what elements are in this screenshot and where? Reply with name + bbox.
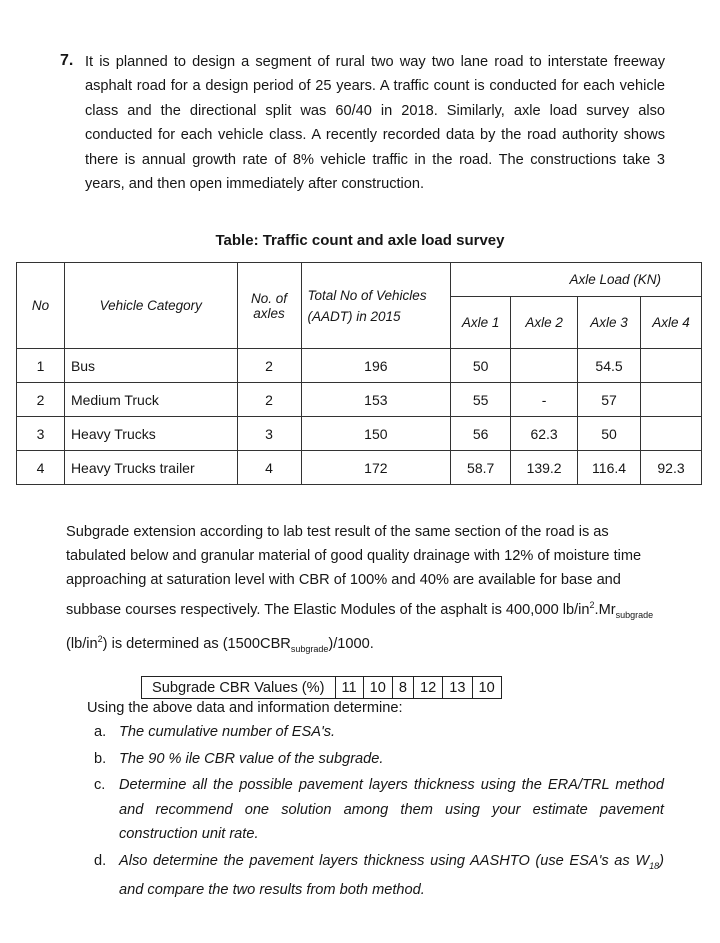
traffic-axle-table — [16, 262, 702, 485]
cell-total: 153 — [301, 383, 451, 417]
cell-axle-3: 57 — [578, 383, 641, 417]
cell-no: 2 — [17, 383, 65, 417]
cell-category: Heavy Trucks — [64, 417, 237, 451]
cell-axle-1: 50 — [451, 349, 511, 383]
cbr-value: 8 — [392, 677, 413, 699]
task-item-a: a. The cumulative number of ESA's. — [94, 724, 336, 740]
cell-axle-2: 139.2 — [511, 451, 578, 485]
table-row — [17, 417, 702, 451]
cbr-value: 11 — [335, 677, 363, 699]
subgrade-paragraph: Subgrade extension according to lab test result of the same section of the road is as tabulated below and granular material of good quality drainage with 12% of moisture time approaching at saturation level with CBR of 100% and 40% are available for base and subbase courses respectively. The Elastic Modules of the asphalt is 400,000 $lb/in^2.Mr_{subgrade}$ $(lb/in^2)$ is determined as $(1500CBR_{subgrade})/1000$. — [66, 524, 654, 654]
header-axle-4: Axle 4 — [641, 297, 702, 349]
cell-axle-4 — [641, 383, 702, 417]
header-axle-load: Axle Load (KN) — [451, 263, 702, 297]
cbr-value: 13 — [443, 677, 472, 699]
table-row — [17, 383, 702, 417]
cell-category: Bus — [64, 349, 237, 383]
header-axle-1: Axle 1 — [451, 297, 511, 349]
cell-no: 3 — [17, 417, 65, 451]
header-axle-2: Axle 2 — [511, 297, 578, 349]
cell-axle-4 — [641, 417, 702, 451]
cell-no: 4 — [17, 451, 65, 485]
question-number: 7. — [60, 52, 74, 69]
header-axle-3: Axle 3 — [578, 297, 641, 349]
cell-axles: 2 — [237, 383, 301, 417]
cbr-value: 12 — [414, 677, 443, 699]
cell-axles: 4 — [237, 451, 301, 485]
header-no: No — [17, 263, 65, 349]
table-row — [17, 451, 702, 485]
cell-axles: 3 — [237, 417, 301, 451]
cell-axle-3: 116.4 — [578, 451, 641, 485]
header-vehicle-category: Vehicle Category — [64, 263, 237, 349]
cell-axle-4 — [641, 349, 702, 383]
cell-axle-1: 56 — [451, 417, 511, 451]
cell-axle-3: 50 — [578, 417, 641, 451]
cbr-label: Subgrade CBR Values (%) — [142, 677, 336, 699]
table-row — [17, 349, 702, 383]
cell-category: Medium Truck — [64, 383, 237, 417]
cell-axle-1: 55 — [451, 383, 511, 417]
cell-total: 150 — [301, 417, 451, 451]
cell-axle-2 — [511, 349, 578, 383]
table-caption: Table: Traffic count and axle load survey — [215, 232, 505, 249]
cbr-value: 10 — [472, 677, 501, 699]
cell-axle-1: 58.7 — [451, 451, 511, 485]
header-total-vehicles: Total No of Vehicles (AADT) in 2015 — [301, 263, 451, 349]
question-intro: It is planned to design a segment of rural two way two lane road to interstate freeway asphalt road for a design period of 25 years. A traffic count is conducted for each vehicle class and the directional split was 60/40 in 2018. Similarly, axle load survey also conducted for each vehicle class. A recently recorded data by the road authority shows there is annual growth rate of 8% vehicle traffic in the road. The constructions take 3 years, and then open immediately after construction. — [85, 54, 665, 193]
task-item-b: b. The 90 % ile CBR value of the subgrade. — [94, 750, 384, 767]
cell-axles: 2 — [237, 349, 301, 383]
cell-total: 196 — [301, 349, 451, 383]
cell-no: 1 — [17, 349, 65, 383]
cell-axle-3: 54.5 — [578, 349, 641, 383]
cell-total: 172 — [301, 451, 451, 485]
cell-axle-2: 62.3 — [511, 417, 578, 451]
tasks-intro: Using the above data and information determine: — [87, 700, 403, 716]
subgrade-cbr-table — [141, 676, 502, 699]
task-item-d: d. Also determine the pavement layers thickness using AASHTO (use ESA's as $W_{18}$) and compare the two results from both method. — [94, 852, 664, 898]
cell-axle-4: 92.3 — [641, 451, 702, 485]
cell-axle-2: - — [511, 383, 578, 417]
task-list — [94, 720, 664, 904]
cbr-value: 10 — [363, 677, 392, 699]
cell-category: Heavy Trucks trailer — [64, 451, 237, 485]
header-no-of-axles: No. of axles — [237, 263, 301, 349]
task-item-c: c. Determine all the possible pavement layers thickness using the ERA/TRL method and recommend one solution among them using your estimate pavement construction unit rate. — [94, 777, 664, 842]
